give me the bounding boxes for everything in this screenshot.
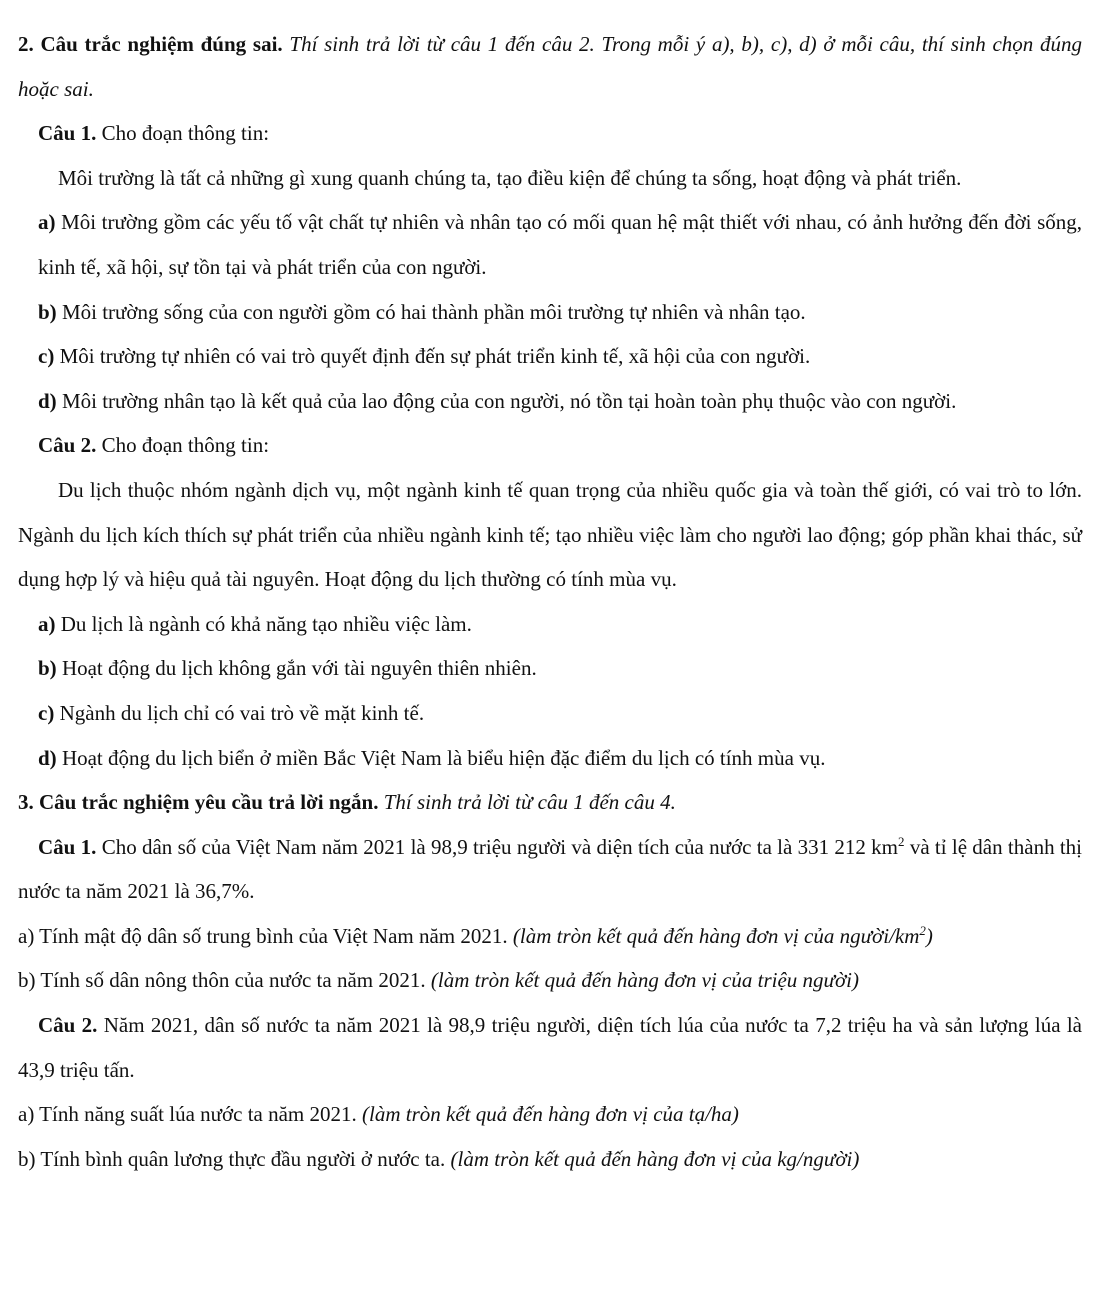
s3-q1-text-after: và tỉ lệ dân thành thị nước ta năm 2021 là 36,7%. [18,834,1083,904]
section2-heading: 2. Câu trắc nghiệm đúng sai. [18,32,283,56]
s2-q2-option-c [18,691,1082,736]
s2-q1-intro-text: Cho đoạn thông tin: [101,121,270,146]
s3-q2-b-text: b) Tính bình quân lương thực đầu người ở nước ta. [18,1146,446,1171]
s2-q1-c-text: Môi trường tự nhiên có vai trò quyết định đến sự phát triển kinh tế, xã hội của con người. [59,344,811,369]
s3-q2-part-a [18,1092,1082,1137]
s2-q1-a-text: Môi trường gồm các yếu tố vật chất tự nhiên và nhân tạo có mối quan hệ mật thiết với nhau, có ảnh hưởng đến đời sống, kinh tế, xã hội, sự tồn tại và phát triển của con người. [38,210,1082,279]
s3-q1-sup: 2 [898,833,905,849]
s3-q1-text: Cho dân số của Việt Nam năm 2021 là 98,9 triệu người và diện tích của nước ta là 331 212 km [101,834,899,859]
s2-q1-d-label: d) [38,388,57,413]
section2-header [18,22,1082,111]
s3-q1-b-text: b) Tính số dân nông thôn của nước ta năm 2021. [18,968,426,993]
s2-q2-a-text: Du lịch là ngành có khả năng tạo nhiều việc làm. [60,611,472,636]
s2-q2-passage: Du lịch thuộc nhóm ngành dịch vụ, một ngành kinh tế quan trọng của nhiều quốc gia và toàn thế giới, có vai trò to lớn. Ngành du lịch kích thích sự phát triển của nhiều ngành kinh tế; tạo nhiều việc làm cho người lao động; góp phần khai thác, sử dụng hợp lý và hiệu quả tài nguyên. Hoạt động du lịch thường có tính mùa vụ. [18,477,1082,592]
s2-q2-b-label: b) [38,656,57,681]
s2-q1-option-c [18,334,1082,379]
s3-q1 [18,825,1082,914]
s2-q1-d-text: Môi trường nhân tạo là kết quả của lao động của con người, nó tồn tại hoàn toàn phụ thuộc vào con người. [61,388,957,413]
section3-header [18,780,1082,825]
s2-q1-option-a [18,200,1082,289]
s3-q1-part-b [18,958,1082,1003]
s3-q2-a-text: a) Tính năng suất lúa nước ta năm 2021. [18,1102,357,1127]
s2-q2-a-label: a) [38,611,56,636]
s2-q1-b-label: b) [38,299,57,324]
s3-q1-label: Câu 1. [38,834,97,859]
s3-q1-a-note-sup: 2 [919,922,926,938]
s2-q2-d-label: d) [38,745,57,770]
s2-q1-intro [18,111,1082,156]
s2-q1-b-text: Môi trường sống của con người gồm có hai thành phần môi trường tự nhiên và nhân tạo. [61,299,806,324]
s3-q1-a-note: (làm tròn kết quả đến hàng đơn vị của người/km [512,923,920,948]
s2-q2-intro-text: Cho đoạn thông tin: [101,433,270,458]
s3-q1-a-note-end: ) [925,923,933,948]
s2-q1-option-d [18,379,1082,424]
s2-q2-c-text: Ngành du lịch chỉ có vai trò về mặt kinh tế. [59,700,425,725]
s3-q1-a-text: a) Tính mật độ dân số trung bình của Việt Nam năm 2021. [18,923,508,948]
s2-q1-a-label: a) [38,210,56,235]
s2-q2-intro [18,423,1082,468]
section3-heading: 3. Câu trắc nghiệm yêu cầu trả lời ngắn. [18,790,379,815]
s2-q1-label: Câu 1. [38,121,97,146]
s3-q2-label: Câu 2. [38,1013,98,1038]
s2-q1-option-b [18,290,1082,335]
s3-q2 [18,1003,1082,1092]
s2-q1-c-label: c) [38,344,55,369]
s2-q2-label: Câu 2. [38,433,97,458]
s2-q2-option-d [18,736,1082,781]
section3-instruction: Thí sinh trả lời từ câu 1 đến câu 4. [383,790,676,815]
s2-q2-d-text: Hoạt động du lịch biển ở miền Bắc Việt Nam là biểu hiện đặc điểm du lịch có tính mùa vụ. [61,745,826,770]
s3-q2-text: Năm 2021, dân số nước ta năm 2021 là 98,9 triệu người, diện tích lúa của nước ta 7,2 triệu ha và sản lượng lúa là 43,9 triệu tấn. [18,1013,1083,1082]
s3-q1-b-note: (làm tròn kết quả đến hàng đơn vị của triệu người) [430,968,860,993]
s2-q2-c-label: c) [38,700,55,725]
s2-q2-option-b [18,646,1082,691]
s2-q2-b-text: Hoạt động du lịch không gắn với tài nguyên thiên nhiên. [61,656,537,681]
section2-instruction: Thí sinh trả lời từ câu 1 đến câu 2. Trong mỗi ý a), b), c), d) ở mỗi câu, thí sinh chọn đúng hoặc sai. [18,32,1083,101]
s3-q2-part-b [18,1137,1082,1182]
s2-q1-passage: Môi trường là tất cả những gì xung quanh chúng ta, tạo điều kiện để chúng ta sống, hoạt động và phát triển. [58,165,962,190]
s3-q2-a-note: (làm tròn kết quả đến hàng đơn vị của tạ/ha) [362,1102,739,1127]
s2-q2-option-a [18,602,1082,647]
s3-q2-b-note: (làm tròn kết quả đến hàng đơn vị của kg/người) [450,1146,860,1171]
s3-q1-part-a [18,914,1082,959]
